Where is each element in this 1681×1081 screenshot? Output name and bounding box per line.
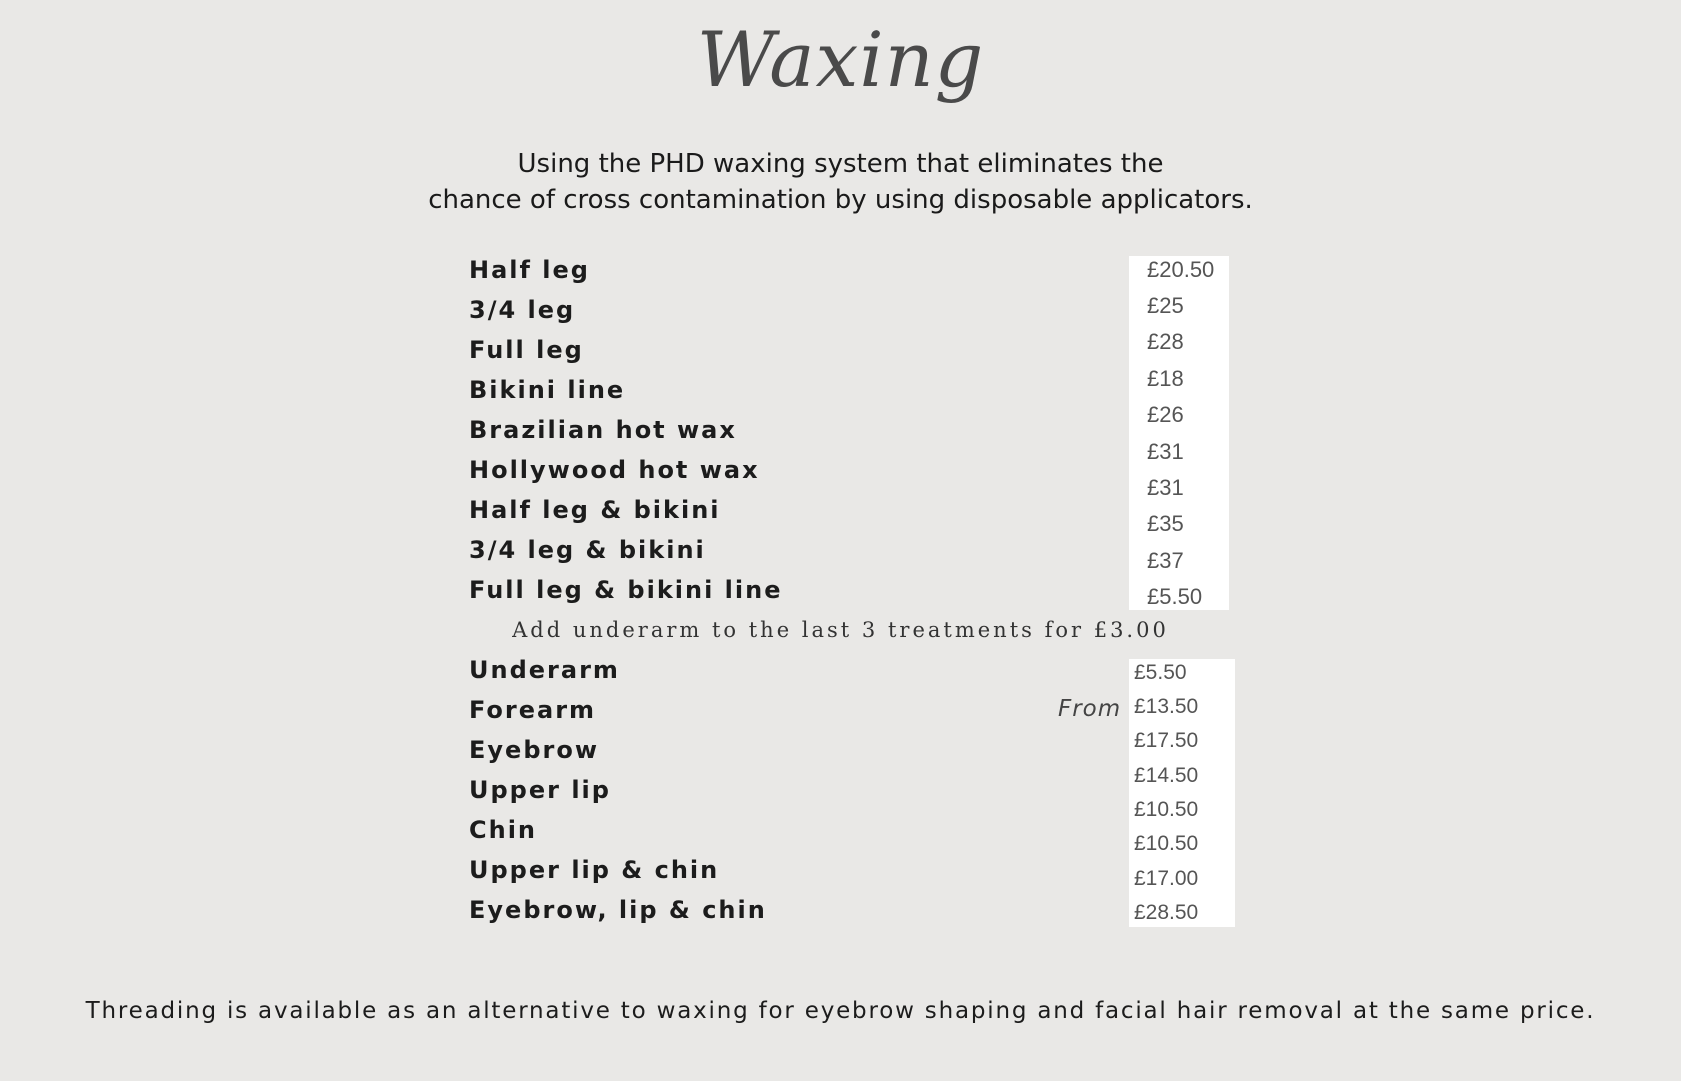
price-half-leg-bikini: £31 bbox=[1147, 475, 1184, 500]
underarm-add-on-note: Add underarm to the last 3 treatments for £3.00 bbox=[512, 618, 1169, 642]
treatment-eyebrow-lip-chin: Eyebrow, lip & chin bbox=[469, 896, 767, 924]
price-forearm: £13.50 bbox=[1134, 695, 1199, 718]
treatment-bikini-line: Bikini line bbox=[469, 376, 626, 404]
price-eyebrow: £17.50 bbox=[1134, 729, 1199, 752]
treatment-upper-lip-chin: Upper lip & chin bbox=[469, 856, 720, 884]
treatment-full-leg: Full leg bbox=[469, 336, 584, 364]
treatment-eyebrow: Eyebrow bbox=[469, 736, 599, 764]
price-full-leg: £28 bbox=[1147, 329, 1184, 354]
price-chin: £10.50 bbox=[1134, 798, 1199, 821]
intro-line-1: Using the PHD waxing system that eliminates the bbox=[517, 149, 1164, 179]
treatment-three-quarter-leg: 3/4 leg bbox=[469, 296, 576, 324]
treatment-chin: Chin bbox=[469, 816, 538, 844]
price-eyebrow-lip-chin: £17.00 bbox=[1134, 867, 1199, 890]
treatment-half-leg-bikini: Half leg & bikini bbox=[469, 496, 721, 524]
price-upper-lip: £14.50 bbox=[1134, 764, 1199, 787]
price-hollywood-hot-wax: £31 bbox=[1147, 439, 1184, 464]
treatment-three-quarter-leg-bikini: 3/4 leg & bikini bbox=[469, 536, 706, 564]
price-brazilian-hot-wax: £26 bbox=[1147, 402, 1184, 427]
threading-footer-note: Threading is available as an alternative to waxing for eyebrow shaping and facial hair removal at the same price. bbox=[85, 998, 1596, 1024]
treatment-forearm: Forearm bbox=[469, 696, 597, 724]
treatment-hollywood-hot-wax: Hollywood hot wax bbox=[469, 456, 760, 484]
page-title: Waxing bbox=[696, 15, 985, 104]
price-three-quarter-leg: £25 bbox=[1147, 293, 1184, 318]
treatment-underarm: Underarm bbox=[469, 656, 620, 684]
price-extra-group-2: £28.50 bbox=[1134, 901, 1199, 924]
price-extra-group-1: £5.50 bbox=[1147, 584, 1203, 609]
price-upper-lip-chin: £10.50 bbox=[1134, 832, 1199, 855]
treatment-upper-lip: Upper lip bbox=[469, 776, 611, 804]
treatment-brazilian-hot-wax: Brazilian hot wax bbox=[469, 416, 737, 444]
price-half-leg: £20.50 bbox=[1147, 257, 1215, 282]
price-bikini-line: £18 bbox=[1147, 366, 1184, 391]
intro-text bbox=[0, 146, 1681, 218]
price-three-quarter-leg-bikini: £35 bbox=[1147, 511, 1184, 536]
treatment-full-leg-bikini-line: Full leg & bikini line bbox=[469, 576, 783, 604]
from-label: From bbox=[1058, 696, 1122, 722]
treatment-half-leg: Half leg bbox=[469, 256, 590, 284]
intro-line-2: chance of cross contamination by using disposable applicators. bbox=[428, 185, 1253, 215]
price-full-leg-bikini-line: £37 bbox=[1147, 548, 1184, 573]
price-underarm: £5.50 bbox=[1134, 661, 1187, 684]
